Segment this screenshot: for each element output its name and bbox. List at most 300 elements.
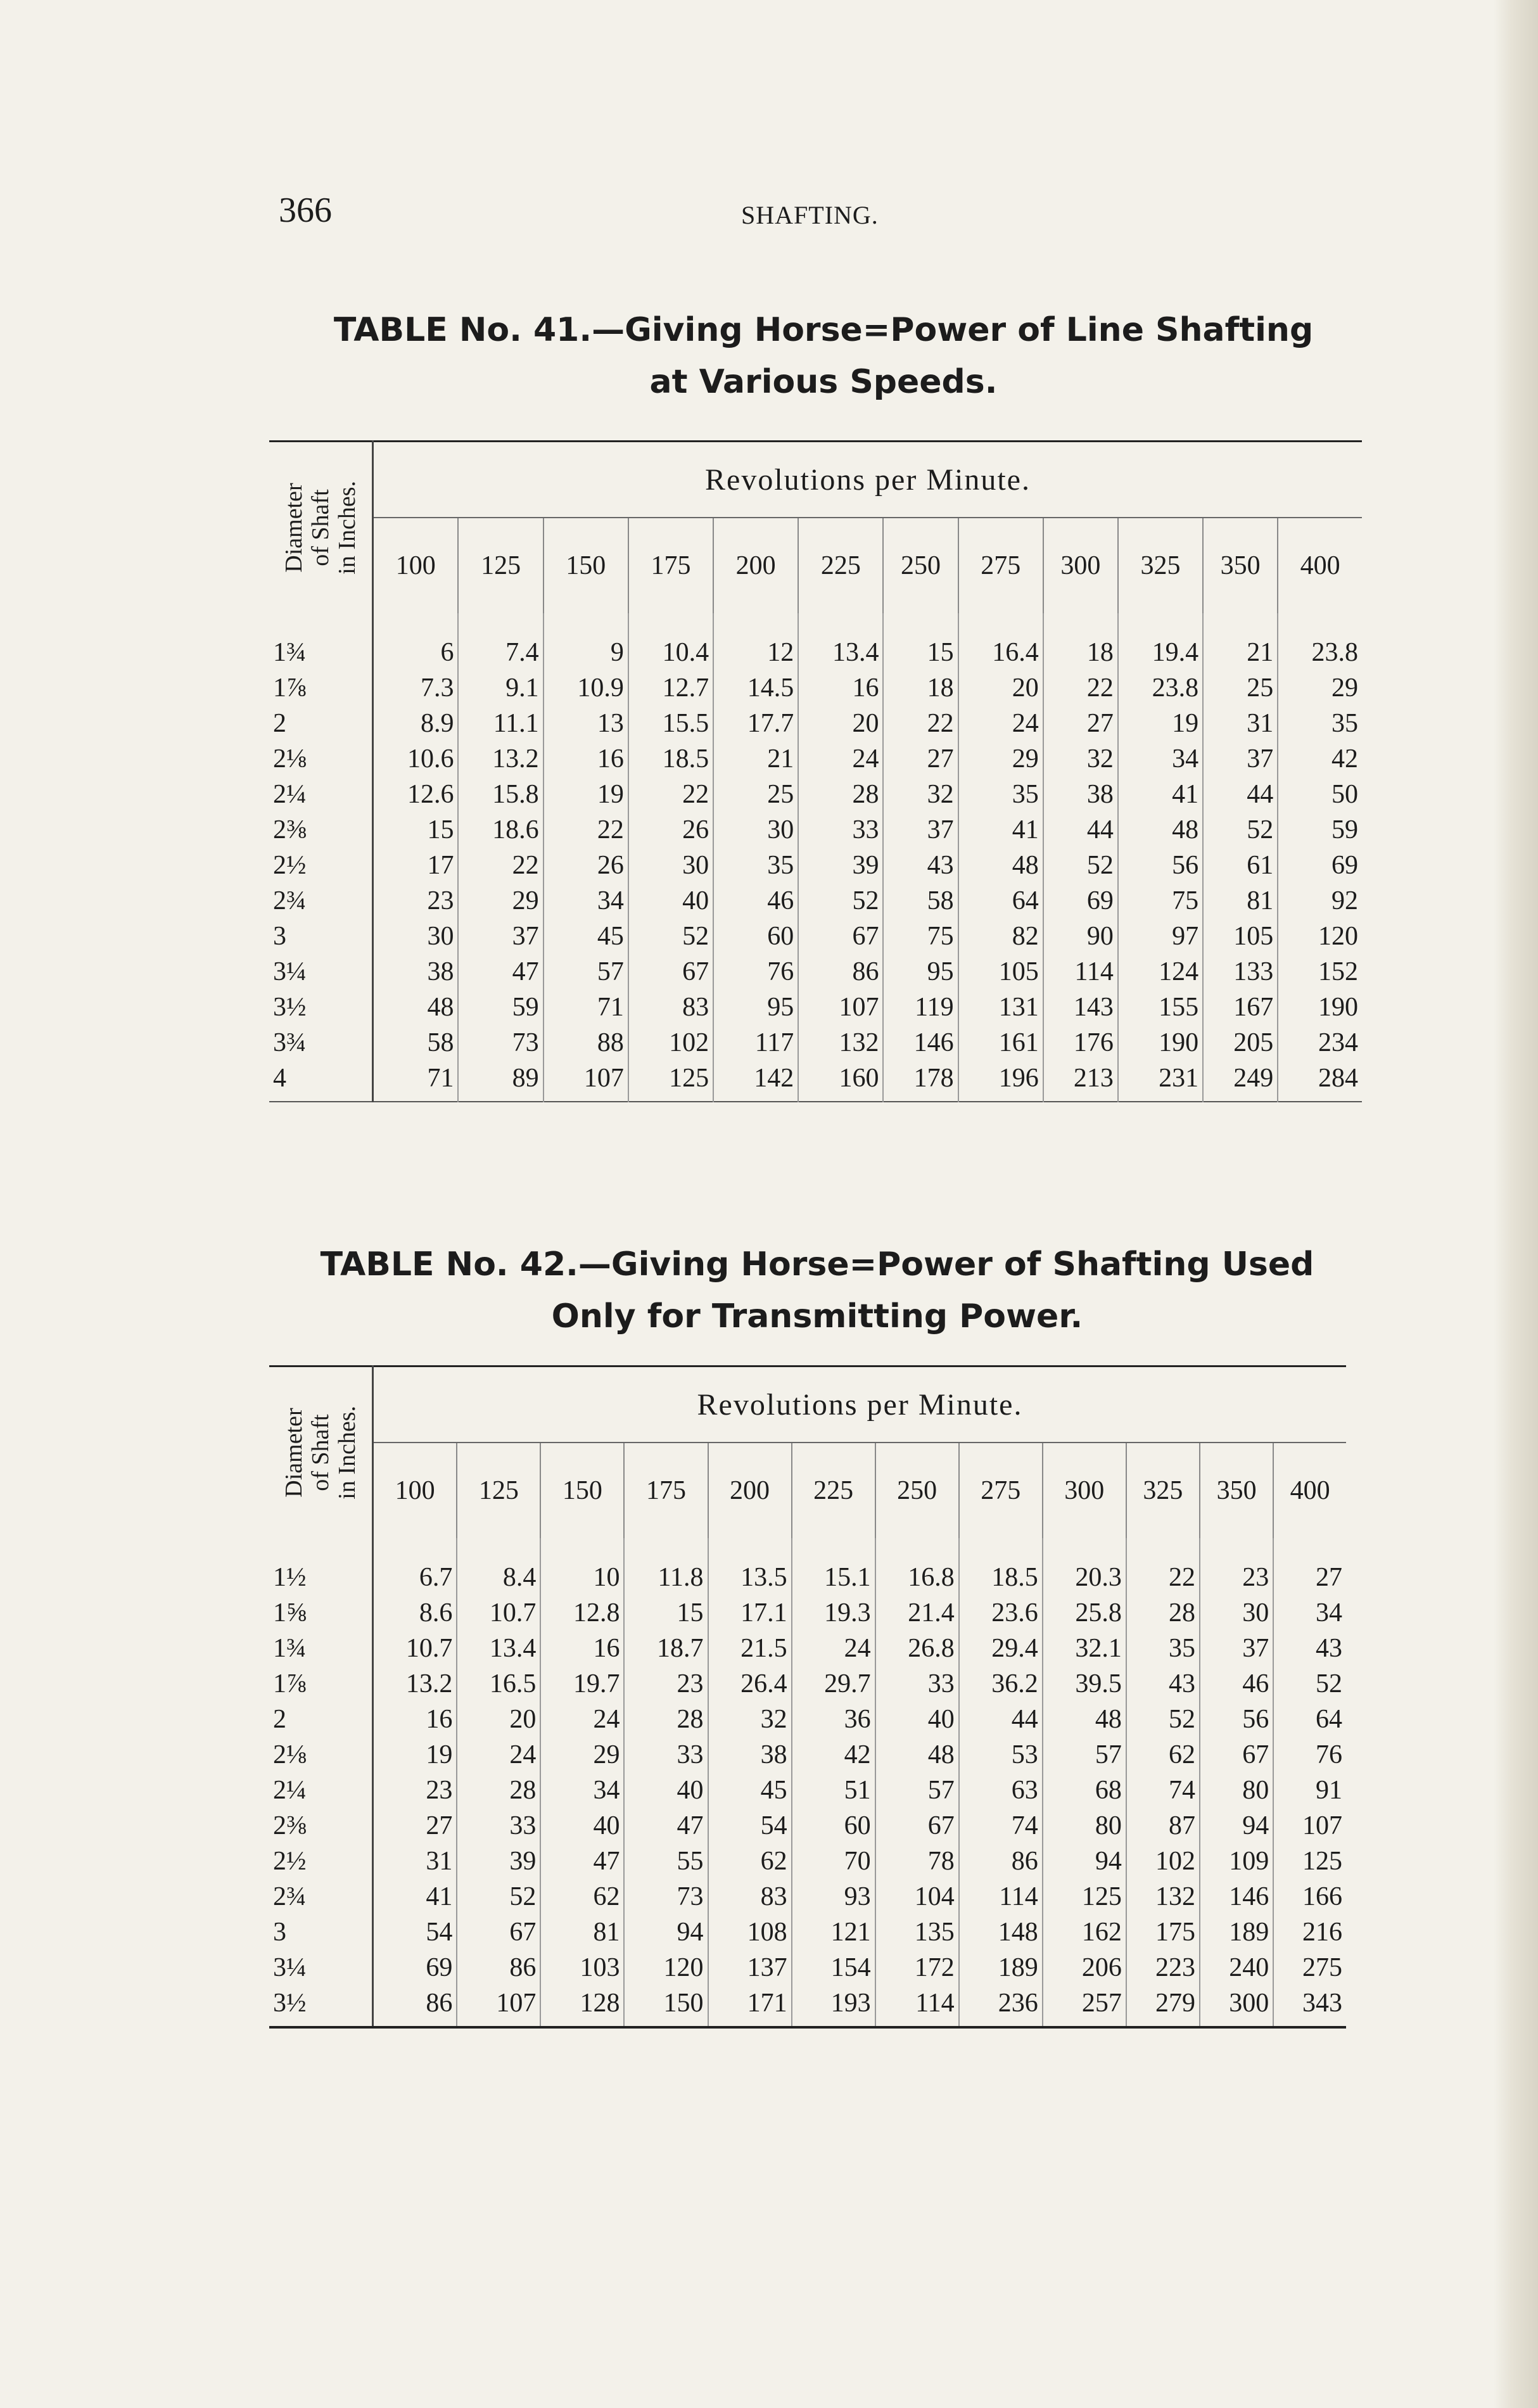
horsepower-cell: 28 [798, 777, 883, 812]
spacer-cell [543, 613, 628, 635]
horsepower-cell: 56 [1200, 1702, 1273, 1737]
horsepower-cell: 34 [540, 1773, 624, 1808]
horsepower-cell: 69 [1043, 883, 1118, 919]
table-row [269, 1702, 1346, 1737]
horsepower-cell: 24 [540, 1702, 624, 1737]
horsepower-cell: 46 [713, 883, 798, 919]
horsepower-cell: 117 [713, 1025, 798, 1061]
horsepower-cell: 35 [1126, 1631, 1200, 1666]
speed-header: 250 [875, 1443, 959, 1538]
horsepower-cell: 55 [624, 1844, 708, 1879]
speed-header: 225 [798, 518, 883, 613]
horsepower-cell: 23 [373, 883, 459, 919]
horsepower-cell: 60 [713, 919, 798, 954]
horsepower-cell: 132 [1126, 1879, 1200, 1914]
table-41-caption-line-1: TABLE No. 41.—Giving Horse=Power of Line Shafting [333, 311, 1314, 349]
horsepower-cell: 30 [1200, 1595, 1273, 1631]
horsepower-cell: 48 [875, 1737, 959, 1773]
table-row [269, 883, 1362, 919]
horsepower-cell: 52 [628, 919, 713, 954]
diameter-cell: 1⅝ [269, 1595, 373, 1631]
horsepower-cell: 10 [540, 1560, 624, 1595]
horsepower-cell: 90 [1043, 919, 1118, 954]
horsepower-cell: 10.9 [543, 670, 628, 706]
horsepower-cell: 172 [875, 1950, 959, 1985]
table-row [269, 1666, 1346, 1702]
horsepower-cell: 104 [875, 1879, 959, 1914]
horsepower-cell: 20 [958, 670, 1043, 706]
table-row [269, 1631, 1346, 1666]
table-row [269, 954, 1362, 990]
horsepower-cell: 150 [624, 1985, 708, 2027]
horsepower-cell: 67 [798, 919, 883, 954]
horsepower-cell: 60 [792, 1808, 875, 1844]
revolutions-header: Revolutions per Minute. [373, 1366, 1347, 1443]
table-41-caption [266, 304, 1381, 408]
horsepower-cell: 36 [792, 1702, 875, 1737]
horsepower-cell: 58 [373, 1025, 459, 1061]
horsepower-cell: 47 [458, 954, 543, 990]
diameter-header-line-2: of Shaft [307, 489, 334, 566]
diameter-header-line-2: of Shaft [307, 1414, 334, 1491]
diameter-cell: 1⅞ [269, 670, 373, 706]
horsepower-cell: 102 [628, 1025, 713, 1061]
horsepower-cell: 23.6 [959, 1595, 1043, 1631]
horsepower-cell: 45 [543, 919, 628, 954]
horsepower-cell: 47 [540, 1844, 624, 1879]
horsepower-cell: 57 [543, 954, 628, 990]
table-row [269, 919, 1362, 954]
horsepower-cell: 59 [458, 990, 543, 1025]
speed-header: 100 [395, 1476, 435, 1505]
horsepower-cell: 12.6 [373, 777, 459, 812]
horsepower-cell: 29 [540, 1737, 624, 1773]
horsepower-cell: 12.8 [540, 1595, 624, 1631]
horsepower-cell: 88 [543, 1025, 628, 1061]
horsepower-cell: 29.4 [959, 1631, 1043, 1666]
horsepower-cell: 52 [1203, 812, 1278, 848]
horsepower-cell: 178 [883, 1061, 958, 1102]
horsepower-cell: 15.1 [792, 1560, 875, 1595]
horsepower-cell: 148 [959, 1914, 1043, 1950]
spacer-cell [959, 1538, 1043, 1560]
horsepower-cell: 87 [1126, 1808, 1200, 1844]
horsepower-cell: 54 [708, 1808, 792, 1844]
spacer-cell [713, 613, 798, 635]
diameter-cell: 2¾ [269, 883, 373, 919]
horsepower-cell: 36.2 [959, 1666, 1043, 1702]
horsepower-cell: 47 [624, 1808, 708, 1844]
horsepower-cell: 25.8 [1043, 1595, 1126, 1631]
horsepower-cell: 73 [458, 1025, 543, 1061]
diameter-header-line-3: in Inches. [334, 1406, 360, 1500]
horsepower-cell: 33 [798, 812, 883, 848]
horsepower-cell: 40 [540, 1808, 624, 1844]
horsepower-cell: 27 [883, 741, 958, 777]
horsepower-cell: 30 [628, 848, 713, 883]
speed-header: 300 [1043, 1443, 1126, 1538]
diameter-cell: 1⅞ [269, 1666, 373, 1702]
horsepower-cell: 44 [959, 1702, 1043, 1737]
horsepower-cell: 37 [1203, 741, 1278, 777]
horsepower-cell: 8.6 [373, 1595, 457, 1631]
spacer-cell [1043, 613, 1118, 635]
horsepower-cell: 13 [543, 706, 628, 741]
diameter-cell: 2½ [269, 1844, 373, 1879]
speed-header: 200 [713, 518, 798, 613]
table-41-caption-line-2: at Various Speeds. [649, 363, 998, 401]
diameter-cell: 3¼ [269, 1950, 373, 1985]
horsepower-cell: 34 [1273, 1595, 1346, 1631]
spacer-cell [798, 613, 883, 635]
diameter-cell: 2½ [269, 848, 373, 883]
horsepower-cell: 71 [543, 990, 628, 1025]
speed-header: 300 [1043, 518, 1118, 613]
horsepower-cell: 216 [1273, 1914, 1346, 1950]
horsepower-cell: 10.7 [373, 1631, 457, 1666]
speed-header: 400 [1278, 518, 1362, 613]
horsepower-cell: 16.8 [875, 1560, 959, 1595]
speed-header: 275 [959, 1443, 1043, 1538]
horsepower-cell: 56 [1118, 848, 1203, 883]
horsepower-cell: 31 [373, 1844, 457, 1879]
horsepower-cell: 125 [1043, 1879, 1126, 1914]
diameter-cell: 1½ [269, 1560, 373, 1595]
table-row [269, 670, 1362, 706]
horsepower-cell: 11.1 [458, 706, 543, 741]
spacer-cell [792, 1538, 875, 1560]
speed-header: 275 [958, 518, 1043, 613]
horsepower-cell: 38 [708, 1737, 792, 1773]
horsepower-cell: 137 [708, 1950, 792, 1985]
speed-header: 175 [628, 518, 713, 613]
horsepower-cell: 42 [1278, 741, 1362, 777]
horsepower-cell: 166 [1273, 1879, 1346, 1914]
speed-header: 350 [1203, 518, 1278, 613]
table-row [269, 1773, 1346, 1808]
horsepower-cell: 120 [624, 1950, 708, 1985]
horsepower-cell: 29 [958, 741, 1043, 777]
diameter-cell: 2⅜ [269, 812, 373, 848]
horsepower-cell: 80 [1200, 1773, 1273, 1808]
horsepower-cell: 234 [1278, 1025, 1362, 1061]
horsepower-cell: 81 [540, 1914, 624, 1950]
horsepower-cell: 21 [713, 741, 798, 777]
horsepower-cell: 32 [708, 1702, 792, 1737]
horsepower-cell: 175 [1126, 1914, 1200, 1950]
horsepower-cell: 95 [713, 990, 798, 1025]
horsepower-cell: 120 [1278, 919, 1362, 954]
horsepower-cell: 12.7 [628, 670, 713, 706]
table-row [269, 1560, 1346, 1595]
horsepower-cell: 7.4 [458, 635, 543, 670]
diameter-header-line-3: in Inches. [334, 481, 360, 575]
spacer-cell [269, 1538, 373, 1560]
horsepower-cell: 95 [883, 954, 958, 990]
horsepower-cell: 57 [875, 1773, 959, 1808]
horsepower-cell: 44 [1043, 812, 1118, 848]
horsepower-cell: 52 [1273, 1666, 1346, 1702]
horsepower-cell: 83 [628, 990, 713, 1025]
horsepower-cell: 43 [883, 848, 958, 883]
horsepower-cell: 67 [457, 1914, 540, 1950]
horsepower-cell: 107 [798, 990, 883, 1025]
spacer-cell [1278, 613, 1362, 635]
horsepower-cell: 19 [543, 777, 628, 812]
horsepower-cell: 131 [958, 990, 1043, 1025]
diameter-cell: 2 [269, 706, 373, 741]
spacer-cell [624, 1538, 708, 1560]
spacer-row [269, 613, 1362, 635]
spacer-cell [1200, 1538, 1273, 1560]
horsepower-cell: 74 [1126, 1773, 1200, 1808]
horsepower-cell: 8.9 [373, 706, 459, 741]
horsepower-cell: 59 [1278, 812, 1362, 848]
horsepower-cell: 13.4 [798, 635, 883, 670]
table-row [269, 1061, 1362, 1102]
speed-header: 350 [1200, 1443, 1273, 1538]
table-41 [269, 440, 1362, 1102]
table-row [269, 1914, 1346, 1950]
horsepower-cell: 20 [457, 1702, 540, 1737]
running-title: SHAFTING. [741, 201, 879, 229]
horsepower-cell: 32 [1043, 741, 1118, 777]
spacer-cell [1203, 613, 1278, 635]
horsepower-cell: 67 [1200, 1737, 1273, 1773]
horsepower-cell: 190 [1118, 1025, 1203, 1061]
table-row [269, 706, 1362, 741]
horsepower-cell: 31 [1203, 706, 1278, 741]
horsepower-cell: 62 [1126, 1737, 1200, 1773]
horsepower-cell: 64 [958, 883, 1043, 919]
horsepower-cell: 57 [1043, 1737, 1126, 1773]
diameter-cell: 1¾ [269, 1631, 373, 1666]
horsepower-cell: 189 [959, 1950, 1043, 1985]
horsepower-cell: 22 [543, 812, 628, 848]
horsepower-cell: 52 [457, 1879, 540, 1914]
horsepower-cell: 19 [1118, 706, 1203, 741]
horsepower-cell: 15.8 [458, 777, 543, 812]
horsepower-cell: 40 [875, 1702, 959, 1737]
spacer-cell [373, 613, 459, 635]
diameter-cell: 3½ [269, 1985, 373, 2027]
horsepower-cell: 75 [1118, 883, 1203, 919]
horsepower-cell: 64 [1273, 1702, 1346, 1737]
horsepower-cell: 162 [1043, 1914, 1126, 1950]
table-row [269, 1950, 1346, 1985]
table-row [269, 990, 1362, 1025]
horsepower-cell: 26.4 [708, 1666, 792, 1702]
horsepower-cell: 17.1 [708, 1595, 792, 1631]
speed-header-row [269, 1443, 1346, 1538]
horsepower-cell: 284 [1278, 1061, 1362, 1102]
horsepower-cell: 25 [1203, 670, 1278, 706]
horsepower-cell: 74 [959, 1808, 1043, 1844]
table-row [269, 1737, 1346, 1773]
horsepower-cell: 18.5 [959, 1560, 1043, 1595]
speed-header: 150 [540, 1443, 624, 1538]
horsepower-cell: 30 [373, 919, 459, 954]
horsepower-cell: 94 [624, 1914, 708, 1950]
spacer-cell [269, 613, 373, 635]
horsepower-cell: 22 [458, 848, 543, 883]
speed-header: 150 [543, 518, 628, 613]
speed-header: 225 [792, 1443, 875, 1538]
diameter-cell: 2¾ [269, 1879, 373, 1914]
horsepower-cell: 22 [883, 706, 958, 741]
table-row [269, 741, 1362, 777]
horsepower-cell: 10.7 [457, 1595, 540, 1631]
horsepower-cell: 69 [1278, 848, 1362, 883]
horsepower-cell: 23.8 [1118, 670, 1203, 706]
horsepower-cell: 125 [1273, 1844, 1346, 1879]
horsepower-cell: 240 [1200, 1950, 1273, 1985]
table-row [269, 1025, 1362, 1061]
horsepower-cell: 48 [1118, 812, 1203, 848]
horsepower-cell: 152 [1278, 954, 1362, 990]
horsepower-cell: 76 [713, 954, 798, 990]
table-row [269, 848, 1362, 883]
horsepower-cell: 23.8 [1278, 635, 1362, 670]
horsepower-cell: 86 [798, 954, 883, 990]
horsepower-cell: 33 [875, 1666, 959, 1702]
diameter-header [269, 1366, 373, 1539]
table-42-body [269, 1538, 1346, 2027]
diameter-cell: 2 [269, 1702, 373, 1737]
horsepower-cell: 62 [540, 1879, 624, 1914]
table-42-caption [272, 1239, 1362, 1342]
horsepower-cell: 133 [1203, 954, 1278, 990]
horsepower-cell: 26.8 [875, 1631, 959, 1666]
horsepower-cell: 93 [792, 1879, 875, 1914]
running-head [279, 190, 1356, 241]
horsepower-cell: 196 [958, 1061, 1043, 1102]
horsepower-cell: 206 [1043, 1950, 1126, 1985]
speed-header: 400 [1273, 1443, 1346, 1538]
horsepower-cell: 27 [373, 1808, 457, 1844]
horsepower-cell: 125 [628, 1061, 713, 1102]
horsepower-cell: 19.3 [792, 1595, 875, 1631]
table-row [269, 1844, 1346, 1879]
horsepower-cell: 105 [1203, 919, 1278, 954]
diameter-cell: 2¼ [269, 777, 373, 812]
horsepower-cell: 18 [883, 670, 958, 706]
diameter-cell: 2⅛ [269, 1737, 373, 1773]
horsepower-cell: 35 [713, 848, 798, 883]
horsepower-cell: 19.7 [540, 1666, 624, 1702]
horsepower-cell: 21.5 [708, 1631, 792, 1666]
horsepower-cell: 24 [792, 1631, 875, 1666]
horsepower-cell: 16 [798, 670, 883, 706]
horsepower-cell: 34 [1118, 741, 1203, 777]
horsepower-cell: 105 [958, 954, 1043, 990]
horsepower-cell: 16.4 [958, 635, 1043, 670]
horsepower-cell: 146 [1200, 1879, 1273, 1914]
diameter-cell: 4 [269, 1061, 373, 1102]
diameter-cell: 3½ [269, 990, 373, 1025]
horsepower-cell: 223 [1126, 1950, 1200, 1985]
horsepower-cell: 107 [457, 1985, 540, 2027]
diameter-cell: 3 [269, 1914, 373, 1950]
revolutions-header: Revolutions per Minute. [373, 442, 1363, 518]
spacer-cell [457, 1538, 540, 1560]
horsepower-cell: 89 [458, 1061, 543, 1102]
horsepower-cell: 37 [1200, 1631, 1273, 1666]
horsepower-cell: 10.6 [373, 741, 459, 777]
horsepower-cell: 22 [1043, 670, 1118, 706]
horsepower-cell: 132 [798, 1025, 883, 1061]
horsepower-cell: 92 [1278, 883, 1362, 919]
horsepower-cell: 37 [883, 812, 958, 848]
diameter-header-line-1: Diameter [281, 483, 307, 573]
horsepower-cell: 161 [958, 1025, 1043, 1061]
table-row [269, 812, 1362, 848]
speed-header: 250 [883, 518, 958, 613]
horsepower-cell: 20 [798, 706, 883, 741]
horsepower-cell: 78 [875, 1844, 959, 1879]
horsepower-cell: 69 [373, 1950, 457, 1985]
horsepower-cell: 13.5 [708, 1560, 792, 1595]
horsepower-cell: 86 [373, 1985, 457, 2027]
horsepower-cell: 42 [792, 1737, 875, 1773]
horsepower-cell: 28 [457, 1773, 540, 1808]
horsepower-cell: 46 [1200, 1666, 1273, 1702]
horsepower-cell: 20.3 [1043, 1560, 1126, 1595]
horsepower-cell: 83 [708, 1879, 792, 1914]
horsepower-cell: 143 [1043, 990, 1118, 1025]
horsepower-cell: 27 [1043, 706, 1118, 741]
horsepower-cell: 19.4 [1118, 635, 1203, 670]
horsepower-cell: 37 [458, 919, 543, 954]
horsepower-cell: 114 [875, 1985, 959, 2027]
horsepower-cell: 249 [1203, 1061, 1278, 1102]
horsepower-cell: 13.2 [373, 1666, 457, 1702]
speed-header: 325 [1118, 518, 1203, 613]
table-42-caption-line-1: TABLE No. 42.—Giving Horse=Power of Shafting Used [320, 1245, 1314, 1284]
spacer-cell [958, 613, 1043, 635]
horsepower-cell: 39 [457, 1844, 540, 1879]
horsepower-cell: 18.7 [624, 1631, 708, 1666]
horsepower-cell: 21.4 [875, 1595, 959, 1631]
horsepower-cell: 11.8 [624, 1560, 708, 1595]
horsepower-cell: 142 [713, 1061, 798, 1102]
horsepower-cell: 52 [798, 883, 883, 919]
horsepower-cell: 41 [373, 1879, 457, 1914]
horsepower-cell: 45 [708, 1773, 792, 1808]
horsepower-cell: 62 [708, 1844, 792, 1879]
horsepower-cell: 15.5 [628, 706, 713, 741]
horsepower-cell: 114 [1043, 954, 1118, 990]
horsepower-cell: 154 [792, 1950, 875, 1985]
horsepower-cell: 28 [624, 1702, 708, 1737]
horsepower-cell: 21 [1203, 635, 1278, 670]
horsepower-cell: 27 [1273, 1560, 1346, 1595]
table-row [269, 1595, 1346, 1631]
horsepower-cell: 14.5 [713, 670, 798, 706]
horsepower-cell: 9 [543, 635, 628, 670]
horsepower-cell: 167 [1203, 990, 1278, 1025]
spacer-cell [628, 613, 713, 635]
horsepower-cell: 13.2 [458, 741, 543, 777]
spacer-cell [708, 1538, 792, 1560]
horsepower-cell: 102 [1126, 1844, 1200, 1879]
horsepower-cell: 35 [1278, 706, 1362, 741]
speed-header: 175 [624, 1443, 708, 1538]
horsepower-cell: 29 [458, 883, 543, 919]
horsepower-cell: 76 [1273, 1737, 1346, 1773]
horsepower-cell: 18.5 [628, 741, 713, 777]
horsepower-cell: 68 [1043, 1773, 1126, 1808]
